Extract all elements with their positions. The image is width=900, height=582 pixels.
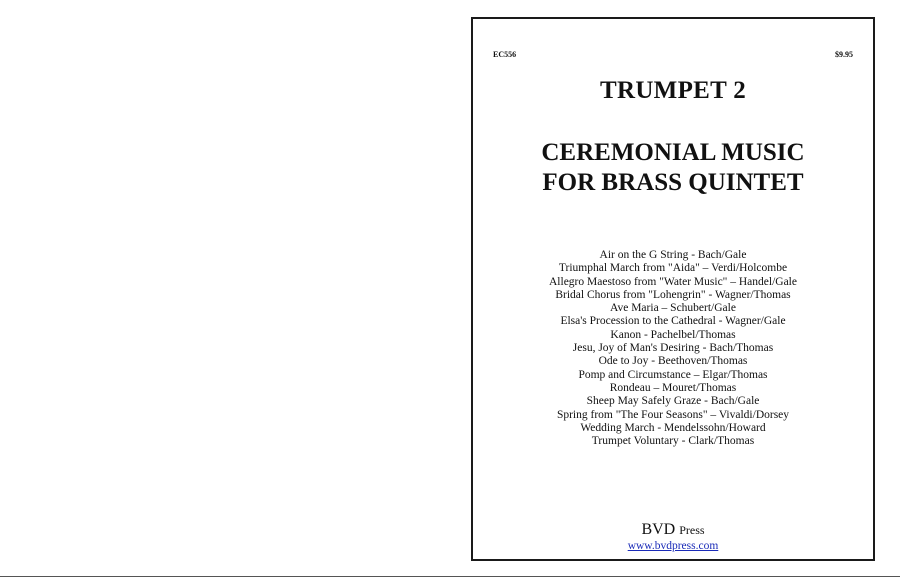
- list-item: Rondeau – Mouret/Thomas: [609, 381, 737, 394]
- bottom-edge-line: [0, 576, 900, 577]
- publisher-name-suffix: Press: [679, 523, 705, 537]
- list-item: Ave Maria – Schubert/Gale: [610, 302, 736, 315]
- sheet-music-cover: [471, 17, 875, 561]
- price: $9.95: [835, 50, 853, 59]
- list-item: Bridal Chorus from "Lohengrin" - Wagner/Thomas: [555, 288, 791, 301]
- instrument-part-title: TRUMPET 2: [600, 77, 746, 104]
- list-item: Sheep May Safely Graze - Bach/Gale: [586, 395, 760, 408]
- publisher-name: [473, 521, 873, 539]
- list-item: Triumphal March from "Aida" – Verdi/Holcombe: [558, 262, 788, 275]
- list-item: Kanon - Pachelbel/Thomas: [610, 328, 736, 341]
- list-item: Pomp and Circumstance – Elgar/Thomas: [578, 368, 768, 381]
- list-item: Elsa's Procession to the Cathedral - Wagner/Gale: [560, 315, 786, 328]
- list-item: Trumpet Voluntary - Clark/Thomas: [591, 435, 755, 448]
- contents-list: [473, 249, 873, 448]
- list-item: Air on the G String - Bach/Gale: [599, 249, 747, 261]
- collection-title-line-1: CEREMONIAL MUSIC: [541, 139, 805, 166]
- list-item: Allegro Maestoso from "Water Music" – Handel/Gale: [549, 275, 797, 288]
- collection-title-line-2: FOR BRASS QUINTET: [542, 169, 804, 196]
- publisher-name-main: BVD: [641, 521, 676, 538]
- catalog-code: EC556: [493, 50, 517, 59]
- list-item: Spring from "The Four Seasons" – Vivaldi/Dorsey: [556, 408, 790, 421]
- list-item: Ode to Joy - Beethoven/Thomas: [598, 355, 748, 368]
- list-item: Jesu, Joy of Man's Desiring - Bach/Thomas: [572, 342, 774, 355]
- list-item: Wedding March - Mendelssohn/Howard: [580, 421, 766, 434]
- collection-title: [473, 138, 873, 198]
- publisher-website-link[interactable]: www.bvdpress.com: [627, 540, 719, 552]
